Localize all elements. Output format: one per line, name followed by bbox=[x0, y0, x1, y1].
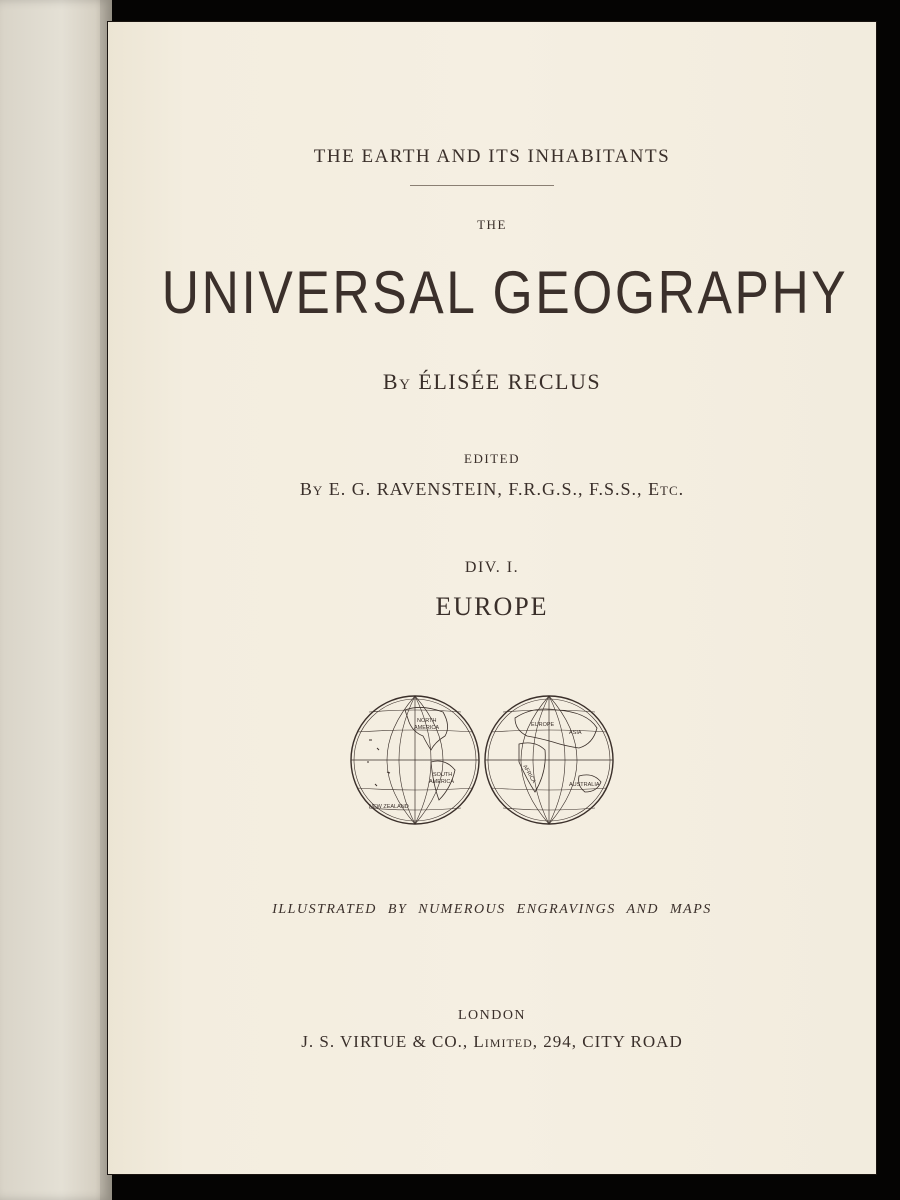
imprint-address: 294, CITY ROAD bbox=[543, 1032, 683, 1051]
region-title: EUROPE bbox=[435, 592, 549, 621]
author-name: ÉLISÉE RECLUS bbox=[418, 369, 602, 394]
editor-line bbox=[108, 479, 876, 500]
editor-prefix: By bbox=[299, 479, 324, 499]
imprint-city: LONDON bbox=[457, 1008, 527, 1023]
edited-label: EDITED bbox=[464, 451, 520, 466]
author-line bbox=[108, 369, 876, 395]
globe-label-america-south: AMERICA bbox=[429, 779, 455, 785]
globe-label-south: SOUTH bbox=[433, 772, 453, 778]
globe-label-australia: AUSTRALIA bbox=[569, 782, 600, 788]
author-prefix: By bbox=[382, 369, 412, 394]
editor-suffix: Etc. bbox=[648, 479, 685, 499]
imprint-line bbox=[108, 1032, 876, 1052]
series-title: THE EARTH AND ITS INHABITANTS bbox=[313, 146, 671, 167]
division-label: DIV. I. bbox=[464, 559, 520, 576]
divider-rule bbox=[410, 185, 554, 186]
globe-icon bbox=[347, 692, 617, 832]
globe-label-north: NORTH bbox=[417, 718, 437, 724]
main-title: UNIVERSAL GEOGRAPHY bbox=[161, 259, 849, 326]
imprint-limited: Limited, bbox=[473, 1032, 539, 1051]
globe-label-africa: AFRICA bbox=[521, 764, 537, 785]
globe-label-new-zealand: NEW ZEALAND bbox=[369, 804, 409, 810]
hemispheres-engraving bbox=[347, 692, 617, 832]
globe-label-europe: EUROPE bbox=[531, 722, 555, 728]
globe-label-america-north: AMERICA bbox=[414, 725, 440, 731]
imprint-publisher: J. S. VIRTUE & CO., bbox=[301, 1032, 469, 1051]
title-page bbox=[108, 22, 876, 1174]
facing-page bbox=[0, 0, 112, 1200]
globe-label-asia: ASIA bbox=[569, 730, 582, 736]
editor-name: E. G. RAVENSTEIN, F.R.G.S., F.S.S., bbox=[328, 479, 643, 499]
the-label: THE bbox=[477, 217, 507, 232]
illustration-note: ILLUSTRATED BY NUMEROUS ENGRAVINGS AND MAPS bbox=[272, 902, 712, 917]
